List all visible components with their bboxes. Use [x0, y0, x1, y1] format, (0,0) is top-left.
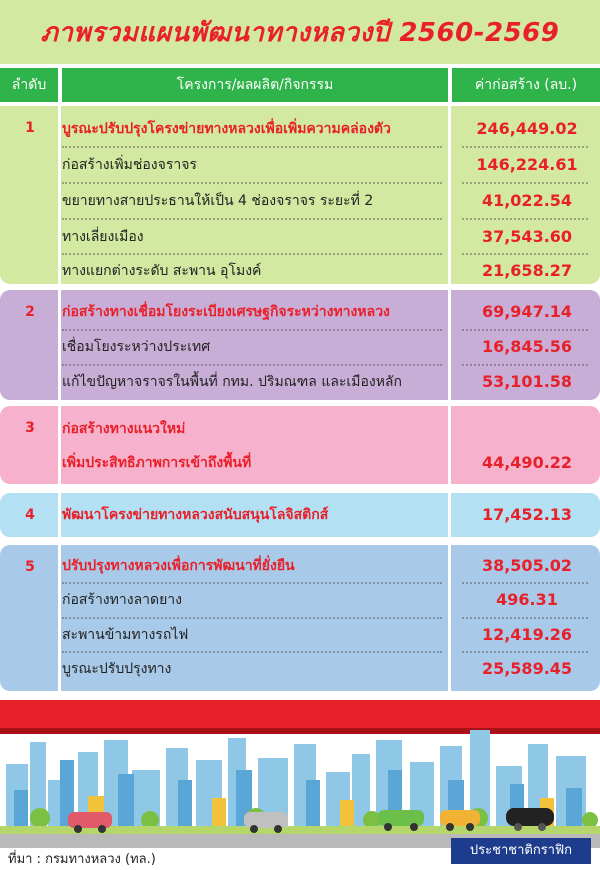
- row-value: 69,947.14: [481, 302, 573, 321]
- group-2: [0, 290, 600, 400]
- row-label: ขยายทางสายประธานให้เป็น 4 ช่องจราจร ระยะที่ 2: [62, 193, 374, 209]
- row-value: 146,224.61: [476, 155, 578, 174]
- table-row: [62, 254, 582, 288]
- table-row: [62, 148, 582, 182]
- table-row: [62, 112, 582, 146]
- header-col-cost-label: ค่าก่อสร้าง (ลบ.): [474, 77, 578, 93]
- group-number: 4: [25, 507, 35, 523]
- row-label: เพิ่มประสิทธิภาพการเข้าถึงพื้นที่: [62, 455, 252, 471]
- brand-badge: ประชาชาติกราฟิก: [451, 838, 591, 864]
- row-label: สะพานข้ามทางรถไฟ: [62, 627, 189, 643]
- row-value: 38,505.02: [481, 556, 573, 575]
- group-4: [0, 493, 600, 537]
- header-col-no-label: ลำดับ: [11, 77, 47, 93]
- table-row: [62, 220, 582, 254]
- row-label: แก้ไขปัญหาจราจรในพื้นที่ กทม. ปริมณฑล และเมืองหลัก: [62, 374, 402, 390]
- row-label: ก่อสร้างทางเชื่อมโยงระเบียงเศรษฐกิจระหว่างทางหลวง: [62, 304, 390, 320]
- row-label: บูรณะปรับปรุงโครงข่ายทางหลวงเพื่อเพิ่มความคล่องตัว: [62, 121, 391, 137]
- table-row: [62, 184, 582, 218]
- table-row: [62, 618, 582, 652]
- row-label: เชื่อมโยงระหว่างประเทศ: [62, 339, 211, 355]
- row-label: บูรณะปรับปรุงทาง: [62, 661, 172, 677]
- header-col-no: [0, 68, 58, 102]
- table-row: [62, 330, 582, 364]
- row-label: ปรับปรุงทางหลวงเพื่อการพัฒนาที่ยั่งยืน: [62, 558, 295, 574]
- row-value: 41,022.54: [481, 191, 573, 210]
- table-row: [62, 295, 582, 329]
- row-value: 17,452.13: [481, 505, 573, 524]
- table-row: [62, 365, 582, 399]
- group-1: [0, 106, 600, 284]
- group-number: 1: [25, 120, 35, 136]
- group-number: 5: [25, 559, 35, 575]
- group-3: [0, 406, 600, 484]
- row-label: ก่อสร้างเพิ่มช่องจราจร: [62, 157, 197, 173]
- source-note: ที่มา : กรมทางหลวง (ทล.): [8, 852, 156, 867]
- table-row: [62, 412, 582, 446]
- header-col-cost: [452, 68, 600, 102]
- page-title: ภาพรวมแผนพัฒนาทางหลวงปี 2560-2569: [40, 18, 560, 48]
- row-value: 37,543.60: [481, 227, 573, 246]
- row-value: 16,845.56: [481, 337, 573, 356]
- row-label: ทางเลี่ยงเมือง: [62, 229, 144, 245]
- row-value: 246,449.02: [476, 119, 578, 138]
- table-row: [62, 549, 582, 583]
- header-col-project-label: โครงการ/ผลผลิต/กิจกรรม: [176, 77, 334, 93]
- row-label: พัฒนาโครงข่ายทางหลวงสนับสนุนโลจิสติกส์: [62, 507, 329, 523]
- row-value: 53,101.58: [481, 372, 573, 391]
- table-row: [62, 446, 582, 480]
- row-value: 12,419.26: [481, 625, 573, 644]
- row-value: 496.31: [496, 590, 558, 609]
- row-value: [472, 412, 582, 446]
- group-5: [0, 545, 600, 691]
- header-col-project: [62, 68, 448, 102]
- group-number: 2: [25, 304, 35, 320]
- table-row: [62, 652, 582, 686]
- row-label: ก่อสร้างทางแนวใหม่: [62, 421, 186, 437]
- row-value: 44,490.22: [481, 453, 573, 472]
- table-row: [62, 498, 582, 532]
- group-number: 3: [25, 420, 35, 436]
- row-value: 25,589.45: [481, 659, 573, 678]
- row-value: 21,658.27: [481, 261, 573, 280]
- row-label: ก่อสร้างทางลาดยาง: [62, 592, 183, 608]
- table-row: [62, 583, 582, 617]
- row-label: ทางแยกต่างระดับ สะพาน อุโมงค์: [62, 263, 262, 279]
